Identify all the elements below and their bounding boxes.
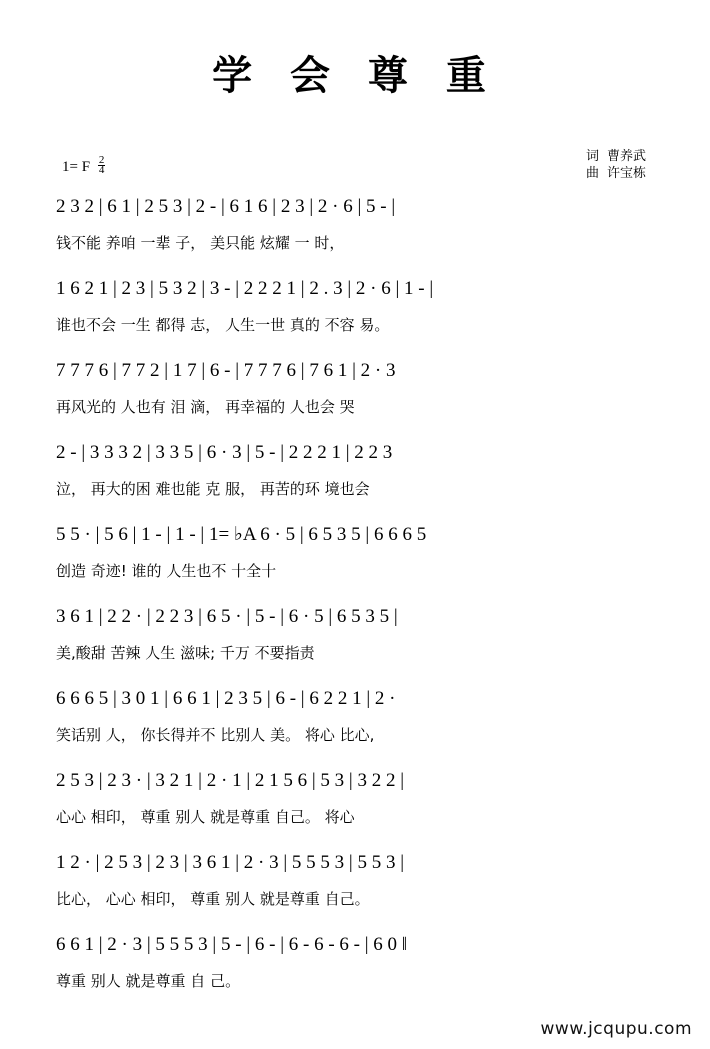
notation-line: 2 3 2 | 6 1 | 2 5 3 | 2 - | 6 1 6 | 2 3 | 2 · 6 | 5 - | <box>56 196 396 217</box>
notation-line: 7 7 7 6 | 7 7 2 | 1 7 | 6 - | 7 7 7 6 | 7 6 1 | 2 · 3 <box>56 360 396 381</box>
notation-line: 2 - | 3 3 3 2 | 3 3 5 | 6 · 3 | 5 - | 2 2 2 1 | 2 2 3 <box>56 442 393 463</box>
notation-line: 2 5 3 | 2 3 · | 3 2 1 | 2 · 1 | 2 1 5 6 | 5 3 | 3 2 2 | <box>56 770 405 791</box>
music-system <box>0 192 710 274</box>
notation-line: 6 6 1 | 2 · 3 | 5 5 5 3 | 5 - | 6 - | 6 - 6 - 6 - | 6 0 ‖ <box>56 934 408 955</box>
music-system <box>0 602 710 684</box>
music-system <box>0 520 710 602</box>
music-system <box>0 848 710 930</box>
notation-line: 3 6 1 | 2 2 · | 2 2 3 | 6 5 · | 5 - | 6 · 5 | 6 5 3 5 | <box>56 606 398 627</box>
music-system <box>0 766 710 848</box>
credit-lyricist-role: 词 <box>585 149 599 164</box>
page-title: 学 会 尊 重 <box>212 53 498 99</box>
music-system <box>0 684 710 766</box>
notation-line: 1 2 · | 2 5 3 | 2 3 | 3 6 1 | 2 · 3 | 5 5 5 3 | 5 5 3 | <box>56 852 405 873</box>
credits <box>586 148 646 182</box>
notation-line: 1 6 2 1 | 2 3 | 5 3 2 | 3 - | 2 2 2 1 | 2 . 3 | 2 · 6 | 1 - | <box>56 278 434 299</box>
lyrics-line: 美,酸甜 苦辣 人生 滋味; 千万 不要指责 <box>56 644 315 662</box>
credit-composer <box>586 165 646 182</box>
lyrics-line: 尊重 别人 就是尊重 自 己。 <box>56 972 241 990</box>
credit-composer-role: 曲 <box>585 166 599 181</box>
lyrics-line: 钱不能 养咱 一辈 子， 美只能 炫耀 一 时， <box>56 234 345 252</box>
lyrics-line: 心心 相印， 尊重 别人 就是尊重 自己。 将心 <box>56 808 355 826</box>
credit-composer-name: 许宝栋 <box>606 166 646 181</box>
music-system <box>0 438 710 520</box>
music-systems <box>0 192 710 1012</box>
notation-line: 6 6 6 5 | 3 0 1 | 6 6 1 | 2 3 5 | 6 - | 6 2 2 1 | 2 · <box>56 688 396 709</box>
sheet-music-page <box>0 44 710 1049</box>
lyrics-line: 谁也不会 一生 都得 志， 人生一世 真的 不容 易。 <box>56 316 390 334</box>
time-signature-numerator: 2 <box>98 154 105 166</box>
watermark: www.jcqupu.com <box>540 1019 692 1039</box>
key-label: 1= F <box>62 159 91 175</box>
key-signature <box>62 156 105 176</box>
lyrics-line: 再风光的 人也有 泪 滴， 再幸福的 人也会 哭 <box>56 398 355 416</box>
lyrics-line: 泣， 再大的困 难也能 克 服， 再苦的环 境也会 <box>56 480 370 498</box>
music-system <box>0 274 710 356</box>
time-signature-denominator: 4 <box>98 164 105 176</box>
lyrics-line: 比心， 心心 相印， 尊重 别人 就是尊重 自己。 <box>56 890 370 908</box>
lyrics-line: 创造 奇迹! 谁的 人生也不 十全十 <box>56 562 277 580</box>
time-signature <box>98 156 106 175</box>
lyrics-line: 笑话别 人， 你长得并不 比别人 美。 将心 比心, <box>56 726 375 744</box>
music-system <box>0 356 710 438</box>
notation-line: 5 5 · | 5 6 | 1 - | 1 - | 1= ♭A 6 · 5 | 6 5 3 5 | 6 6 6 5 <box>56 524 427 545</box>
credit-lyricist <box>586 148 646 165</box>
music-system <box>0 930 710 1012</box>
credit-lyricist-name: 曹养武 <box>606 149 646 164</box>
